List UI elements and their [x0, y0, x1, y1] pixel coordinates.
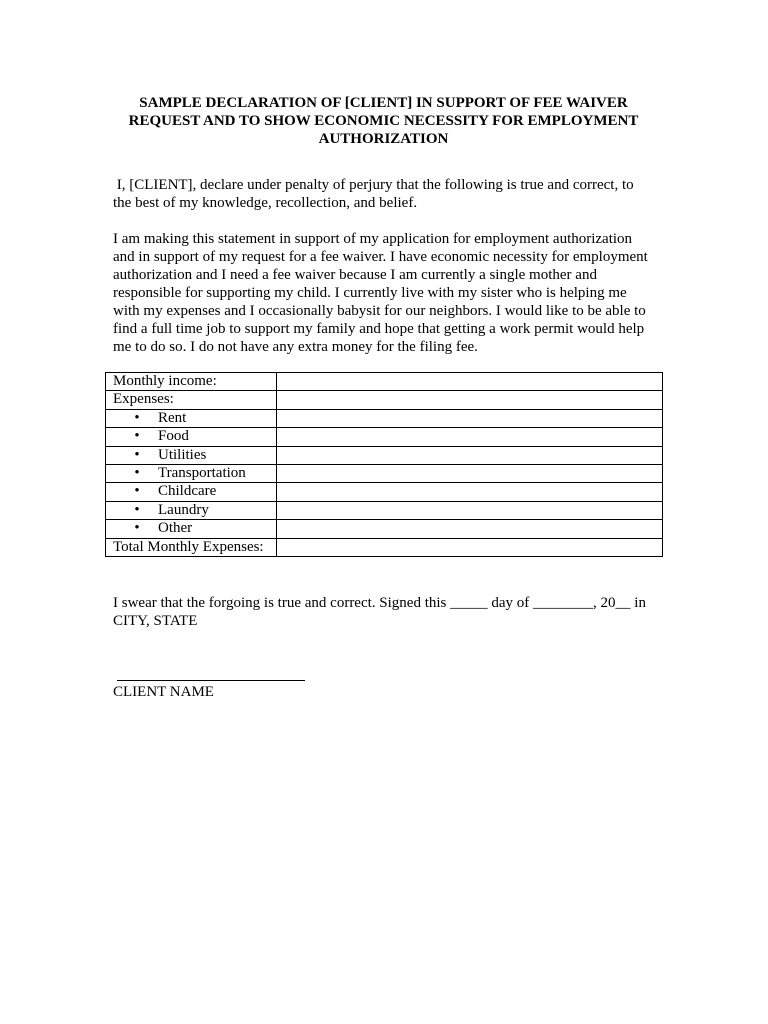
expense-label: Laundry	[158, 501, 209, 518]
expense-value	[277, 464, 663, 482]
table-row	[106, 391, 663, 409]
total-expenses-value	[277, 538, 663, 556]
paragraph-line: I am making this statement in support of my application for employment authorization	[113, 231, 633, 247]
expense-label: Food	[158, 428, 189, 445]
paragraph-line: and in support of my request for a fee waiver. I have economic necessity for employment	[113, 249, 648, 265]
expense-item-laundry	[106, 501, 277, 519]
title-line: SAMPLE DECLARATION OF [CLIENT] IN SUPPORT OF FEE WAIVER	[139, 95, 628, 111]
statement-paragraph	[113, 230, 658, 356]
expense-item-childcare	[106, 483, 277, 501]
expense-label: Transportation	[158, 464, 246, 481]
total-expenses-label: Total Monthly Expenses:	[106, 538, 277, 556]
table-row	[106, 446, 663, 464]
paragraph-line: I, [CLIENT], declare under penalty of perjury that the following is true and correct, to	[113, 177, 634, 193]
expense-item-food	[106, 428, 277, 446]
expense-item-rent	[106, 409, 277, 427]
paragraph-line: I swear that the forgoing is true and correct. Signed this _____ day of ________, 20__ in	[113, 595, 646, 611]
budget-table	[105, 372, 663, 557]
paragraph-line: with my expenses and I occasionally babysit for our neighbors. I would like to be able to	[113, 303, 646, 319]
paragraph-line: authorization and I need a fee waiver because I am currently a single mother and	[113, 267, 597, 283]
paragraph-line: find a full time job to support my family and hope that getting a work permit would help	[113, 321, 645, 337]
expenses-value	[277, 391, 663, 409]
table-row	[106, 373, 663, 391]
bullet-icon: •	[134, 409, 140, 426]
expense-value	[277, 446, 663, 464]
expense-item-other	[106, 520, 277, 538]
expense-label: Utilities	[158, 446, 207, 463]
declaration-paragraph	[113, 176, 658, 212]
expense-value	[277, 483, 663, 501]
paragraph-line: responsible for supporting my child. I currently live with my sister who is helping me	[113, 285, 627, 301]
expense-label: Rent	[158, 409, 187, 426]
signature-line	[117, 680, 305, 681]
table-row	[106, 483, 663, 501]
oath-paragraph	[113, 594, 658, 630]
expense-label: Other	[158, 520, 193, 537]
expense-value	[277, 428, 663, 446]
paragraph-line: the best of my knowledge, recollection, and belief.	[113, 195, 418, 211]
paragraph-line: CITY, STATE	[113, 613, 198, 629]
monthly-income-value	[277, 373, 663, 391]
bullet-icon: •	[134, 464, 140, 481]
bullet-icon: •	[134, 501, 140, 518]
document-title	[113, 94, 654, 148]
bullet-icon: •	[134, 520, 140, 537]
expense-item-utilities	[106, 446, 277, 464]
table-row	[106, 501, 663, 519]
client-name-label: CLIENT NAME	[113, 684, 214, 700]
table-row	[106, 464, 663, 482]
expense-item-transportation	[106, 464, 277, 482]
table-row	[106, 538, 663, 556]
expense-label: Childcare	[158, 483, 217, 500]
expense-value	[277, 501, 663, 519]
expenses-label: Expenses:	[106, 391, 277, 409]
title-line: REQUEST AND TO SHOW ECONOMIC NECESSITY FOR EMPLOYMENT	[128, 113, 639, 129]
bullet-icon: •	[134, 483, 140, 500]
table-row	[106, 409, 663, 427]
bullet-icon: •	[134, 446, 140, 463]
table-row	[106, 428, 663, 446]
title-line: AUTHORIZATION	[318, 131, 449, 147]
table-row	[106, 520, 663, 538]
expense-value	[277, 520, 663, 538]
monthly-income-label: Monthly income:	[106, 373, 277, 391]
bullet-icon: •	[134, 428, 140, 445]
expense-value	[277, 409, 663, 427]
paragraph-line: me to do so. I do not have any extra money for the filing fee.	[113, 339, 478, 355]
